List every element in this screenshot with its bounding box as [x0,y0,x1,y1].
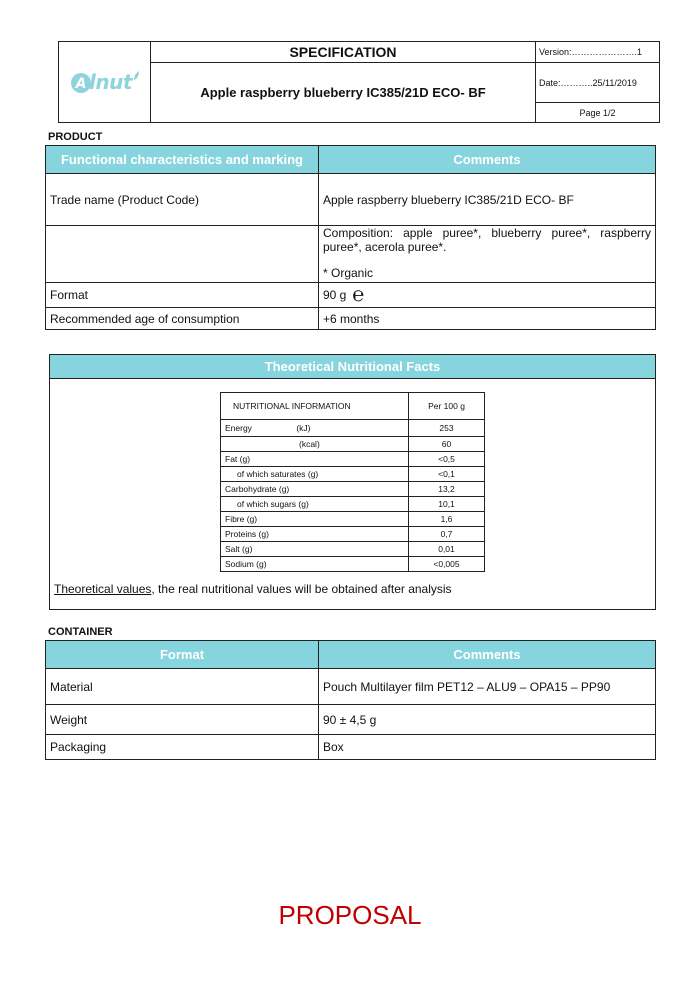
format-cell [319,283,656,308]
sugars-label: of which sugars (g) [221,497,409,512]
proposal-stamp: PROPOSAL [278,900,422,930]
format-label: Format [46,283,319,308]
nutrition-title: Theoretical Nutritional Facts [50,355,655,379]
organic-note: * Organic [323,266,374,280]
estimated-sign-icon: ℮ [352,283,365,306]
container-col2-header: Comments [319,641,656,669]
nutrition-note-underlined: Theoretical values [54,582,152,596]
table-row [46,669,656,705]
logo-wordmark: lnut [89,70,132,94]
proteins-value: 0,7 [409,527,485,542]
document-header [58,41,659,120]
table-row [221,452,485,467]
product-col1-header: Functional characteristics and marking [46,146,319,174]
salt-label: Salt (g) [221,542,409,557]
leaf-icon [132,70,140,82]
sodium-label: Sodium (g) [221,557,409,572]
fibre-label: Fibre (g) [221,512,409,527]
composition-cell [319,226,656,283]
table-row [221,437,485,452]
nutrition-box [49,354,656,610]
saturates-label: of which saturates (g) [221,467,409,482]
table-row [221,420,485,437]
composition-label [46,226,319,283]
trade-name-label: Trade name (Product Code) [46,174,319,226]
table-row [221,467,485,482]
sugars-value: 10,1 [409,497,485,512]
energy-unit-kj: (kJ) [296,423,311,433]
energy-kcal-value: 60 [409,437,485,452]
composition-value: Composition: apple puree*, blueberry puree*, raspberry puree*, acerola puree*. [323,226,651,254]
version-field: Version:………………….1 [536,42,660,63]
table-row [46,735,656,760]
table-row [46,226,656,283]
svg-text:A: A [75,76,87,92]
table-row [46,705,656,735]
product-name-title: Apple raspberry blueberry IC385/21D ECO- BF [151,63,536,123]
fat-label: Fat (g) [221,452,409,467]
product-section-label: PRODUCT [48,131,103,143]
packaging-label: Packaging [46,735,319,760]
container-table [45,640,655,760]
packaging-value: Box [319,735,656,760]
nutrition-table [220,392,484,572]
table-row [221,557,485,572]
nutrition-col2-header: Per 100 g [409,393,485,420]
table-row [221,527,485,542]
salt-value: 0,01 [409,542,485,557]
container-section-label: CONTAINER [48,626,113,638]
age-label: Recommended age of consumption [46,308,319,330]
age-value: +6 months [319,308,656,330]
energy-unit-kcal: (kcal) [221,437,409,452]
product-col2-header: Comments [319,146,656,174]
product-table [45,145,655,330]
nutrition-note-rest: , the real nutritional values will be obtained after analysis [151,582,452,596]
table-row [221,512,485,527]
table-row [46,283,656,308]
logo-mark-icon [69,69,91,95]
container-col1-header: Format [46,641,319,669]
logo-cell [59,42,151,123]
proteins-label: Proteins (g) [221,527,409,542]
table-row [46,174,656,226]
table-row [221,542,485,557]
weight-label: Weight [46,705,319,735]
nutrition-note [54,582,452,596]
trade-name-value: Apple raspberry blueberry IC385/21D ECO- BF [319,174,656,226]
weight-value: 90 ± 4,5 g [319,705,656,735]
table-row [221,482,485,497]
table-row [221,393,485,420]
date-field: Date:………..25/11/2019 [536,63,660,103]
material-label: Material [46,669,319,705]
fat-value: <0,5 [409,452,485,467]
format-value: 90 g [323,287,347,302]
page-number: Page 1/2 [536,103,660,123]
company-logo [59,42,150,122]
saturates-value: <0,1 [409,467,485,482]
carbohydrate-value: 13,2 [409,482,485,497]
energy-kj-value: 253 [409,420,485,437]
carbohydrate-label: Carbohydrate (g) [221,482,409,497]
energy-label: Energy [225,423,252,433]
sodium-value: <0,005 [409,557,485,572]
nutrition-col1-header: NUTRITIONAL INFORMATION [221,393,409,420]
material-value: Pouch Multilayer film PET12 – ALU9 – OPA15 – PP90 [319,669,656,705]
document-title: SPECIFICATION [151,42,536,63]
table-row [46,308,656,330]
table-row [221,497,485,512]
energy-label-cell [221,420,409,437]
fibre-value: 1,6 [409,512,485,527]
